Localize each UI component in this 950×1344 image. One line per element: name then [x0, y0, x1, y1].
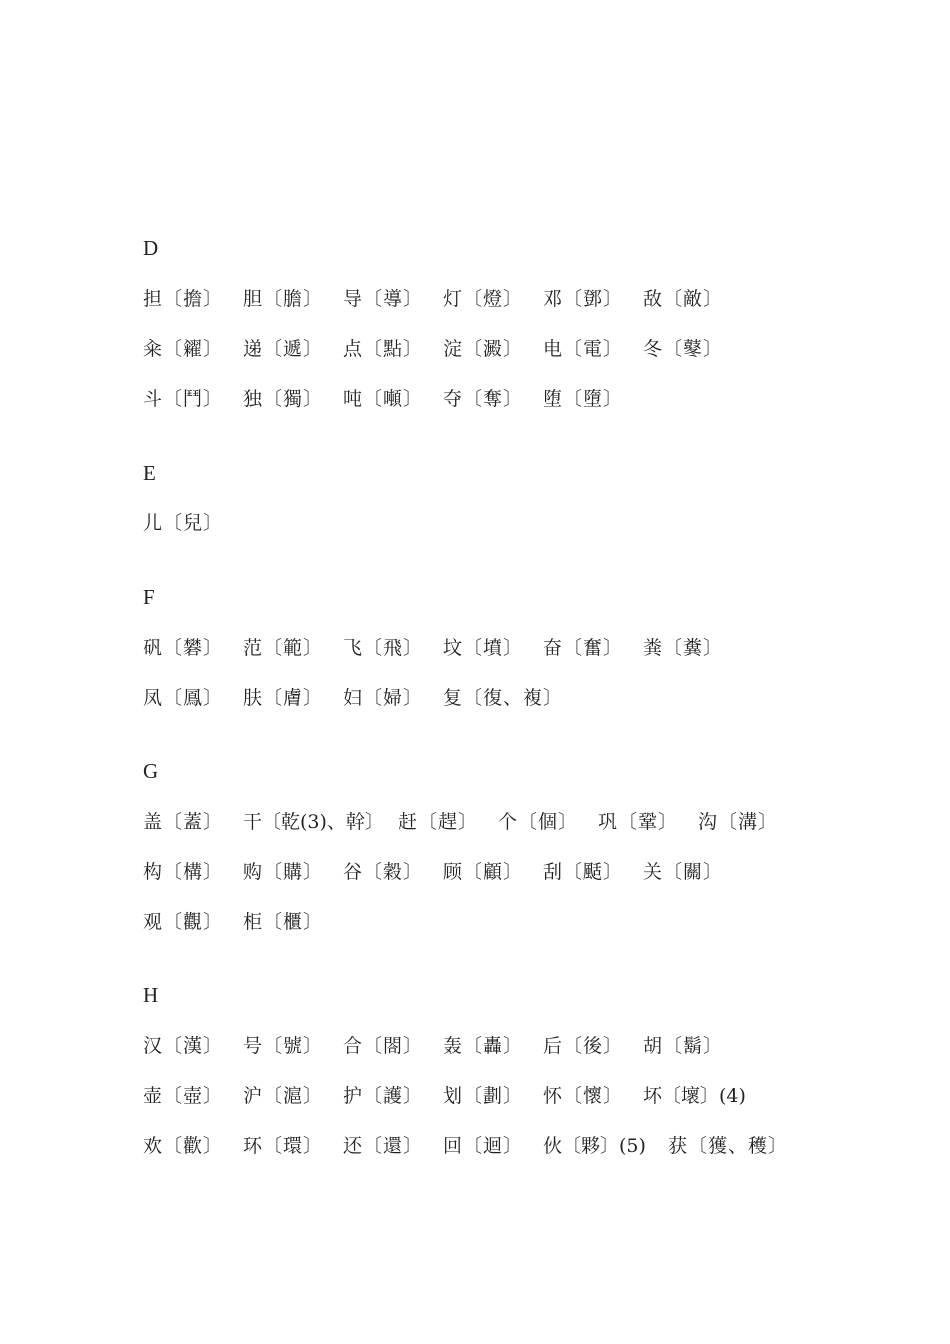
character-entry: 沪〔滬〕 [243, 1085, 324, 1107]
character-entry: 护〔護〕 [343, 1085, 424, 1107]
character-entry: 刮〔颳〕 [543, 861, 624, 883]
character-entry: 灯〔燈〕 [443, 288, 524, 310]
character-entry: 干〔乾(3)、幹〕 [243, 811, 384, 833]
character-entry: 轰〔轟〕 [443, 1035, 524, 1057]
character-entry: 矾〔礬〕 [143, 637, 224, 659]
character-entry: 购〔購〕 [243, 861, 324, 883]
character-entry: 范〔範〕 [243, 637, 324, 659]
character-entry: 顾〔顧〕 [443, 861, 524, 883]
character-entry: 胡〔鬍〕 [643, 1035, 724, 1057]
character-entry: 还〔還〕 [343, 1135, 424, 1157]
character-entry: 获〔獲、穫〕 [668, 1135, 789, 1157]
character-entry: 点〔點〕 [343, 338, 424, 360]
character-entry: 淀〔澱〕 [443, 338, 524, 360]
character-entry: 后〔後〕 [543, 1035, 624, 1057]
character-entry: 柜〔櫃〕 [243, 911, 324, 933]
character-entry: 环〔環〕 [243, 1135, 324, 1157]
character-entry: 号〔號〕 [243, 1035, 324, 1057]
character-entry: 复〔復、複〕 [443, 687, 564, 709]
character-entry: 盖〔蓋〕 [143, 811, 224, 833]
character-entry: 构〔構〕 [143, 861, 224, 883]
character-entry: 堕〔墮〕 [543, 388, 624, 410]
section-letter-e: E [143, 461, 156, 485]
character-entry: 回〔迴〕 [443, 1135, 524, 1157]
character-entry: 壶〔壺〕 [143, 1085, 224, 1107]
character-entry: 怀〔懷〕 [543, 1085, 624, 1107]
character-entry: 敌〔敵〕 [643, 288, 724, 310]
character-entry: 沟〔溝〕 [698, 811, 779, 833]
character-entry: 巩〔鞏〕 [598, 811, 679, 833]
character-entry: 汉〔漢〕 [143, 1035, 224, 1057]
character-entry: 关〔關〕 [643, 861, 724, 883]
character-entry: 坟〔墳〕 [443, 637, 524, 659]
character-entry: 妇〔婦〕 [343, 687, 424, 709]
character-entry: 夺〔奪〕 [443, 388, 524, 410]
section-letter-f: F [143, 585, 155, 609]
character-entry: 斗〔鬥〕 [143, 388, 224, 410]
character-entry: 奋〔奮〕 [543, 637, 624, 659]
section-letter-d: D [143, 236, 159, 260]
character-entry: 粪〔糞〕 [643, 637, 724, 659]
section-letter-g: G [143, 759, 159, 783]
character-entry: 赶〔趕〕 [398, 811, 479, 833]
character-entry: 独〔獨〕 [243, 388, 324, 410]
character-entry: 个〔個〕 [498, 811, 579, 833]
character-entry: 凤〔鳳〕 [143, 687, 224, 709]
character-entry: 肤〔膚〕 [243, 687, 324, 709]
character-entry: 冬〔鼕〕 [643, 338, 724, 360]
character-entry: 递〔遞〕 [243, 338, 324, 360]
character-entry: 合〔閤〕 [343, 1035, 424, 1057]
character-entry: 观〔觀〕 [143, 911, 224, 933]
character-entry: 吨〔噸〕 [343, 388, 424, 410]
character-entry: 划〔劃〕 [443, 1085, 524, 1107]
character-entry: 电〔電〕 [543, 338, 624, 360]
section-letter-h: H [143, 983, 159, 1007]
character-entry: 儿〔兒〕 [143, 512, 224, 534]
character-entry: 邓〔鄧〕 [543, 288, 624, 310]
character-entry: 担〔擔〕 [143, 288, 224, 310]
character-entry: 胆〔膽〕 [243, 288, 324, 310]
character-entry: 伙〔夥〕(5) [543, 1135, 646, 1157]
character-entry: 谷〔穀〕 [343, 861, 424, 883]
character-entry: 飞〔飛〕 [343, 637, 424, 659]
character-entry: 导〔導〕 [343, 288, 424, 310]
character-entry: 欢〔歡〕 [143, 1135, 224, 1157]
character-entry: 坏〔壞〕(4) [643, 1085, 746, 1107]
character-entry: 籴〔糴〕 [143, 338, 224, 360]
